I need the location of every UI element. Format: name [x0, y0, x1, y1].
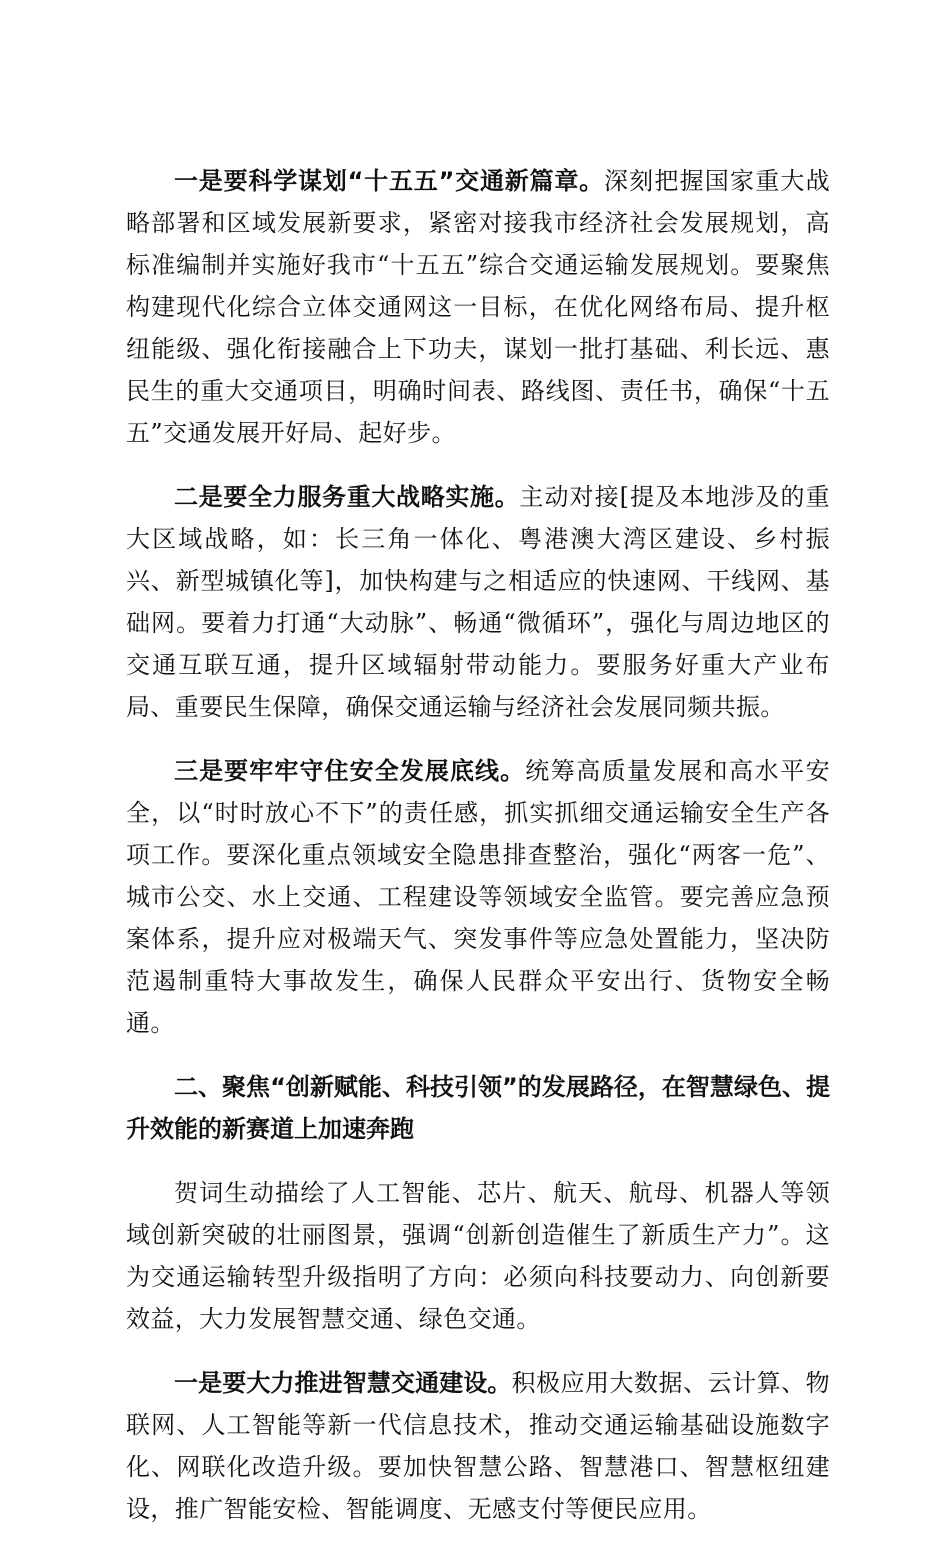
paragraph-safety-bottom-line: [126, 750, 830, 1044]
paragraph-lead: 二是要全力服务重大战略实施。: [174, 483, 520, 511]
paragraph-body: 统筹高质量发展和高水平安全，以“时时放心不下”的责任感，抓实抓细交通运输安全生产各项工作。要深化重点领域安全隐患排查整治，强化“两客一危”、城市公交、水上交通、工程建设等领域安全监管。要完善应急预案体系，提升应对极端天气、突发事件等应急处置能力，坚决防范遏制重特大事故发生，确保人民群众平安出行、货物安全畅通。: [126, 757, 830, 1037]
section-heading: 二、聚焦“创新赋能、科技引领”的发展路径，在智慧绿色、提升效能的新赛道上加速奔跑: [126, 1073, 830, 1143]
section-intro-paragraph: 贺词生动描绘了人工智能、芯片、航天、航母、机器人等领域创新突破的壮丽图景，强调“创新创造催生了新质生产力”。这为交通运输转型升级指明了方向：必须向科技要动力、向创新要效益，大力发展智慧交通、绿色交通。: [126, 1179, 830, 1333]
paragraph-lead: 一是要大力推进智慧交通建设。: [174, 1369, 512, 1397]
document-body: [126, 160, 830, 1552]
paragraph-body: 深刻把握国家重大战略部署和区域发展新要求，紧密对接我市经济社会发展规划，高标准编制并实施好我市“十五五”综合交通运输发展规划。要聚焦构建现代化综合立体交通网这一目标，在优化网络布局、提升枢纽能级、强化衔接融合上下功夫，谋划一批打基础、利长远、惠民生的重大交通项目，明确时间表、路线图、责任书，确保“十五五”交通发展开好局、起好步。: [126, 167, 830, 447]
paragraph-body: 主动对接[提及本地涉及的重大区域战略，如：长三角一体化、粤港澳大湾区建设、乡村振兴、新型城镇化等]，加快构建与之相适应的快速网、干线网、基础网。要着力打通“大动脉”、畅通“微循环”，强化与周边地区的交通互联互通，提升区域辐射带动能力。要服务好重大产业布局、重要民生保障，确保交通运输与经济社会发展同频共振。: [126, 483, 831, 721]
paragraph-plan-15th-five-year: [126, 160, 830, 454]
paragraph-serve-major-strategies: [126, 476, 830, 728]
paragraph-lead: 一是要科学谋划“十五五”交通新篇章。: [174, 167, 604, 195]
paragraph-lead: 三是要牢牢守住安全发展底线。: [174, 757, 526, 785]
paragraph-smart-transport: [126, 1362, 830, 1530]
paragraph-body: 积极应用大数据、云计算、物联网、人工智能等新一代信息技术，推动交通运输基础设施数字化、网联化改造升级。要加快智慧公路、智慧港口、智慧枢纽建设，推广智能安检、智能调度、无感支付等便民应用。: [126, 1369, 831, 1523]
